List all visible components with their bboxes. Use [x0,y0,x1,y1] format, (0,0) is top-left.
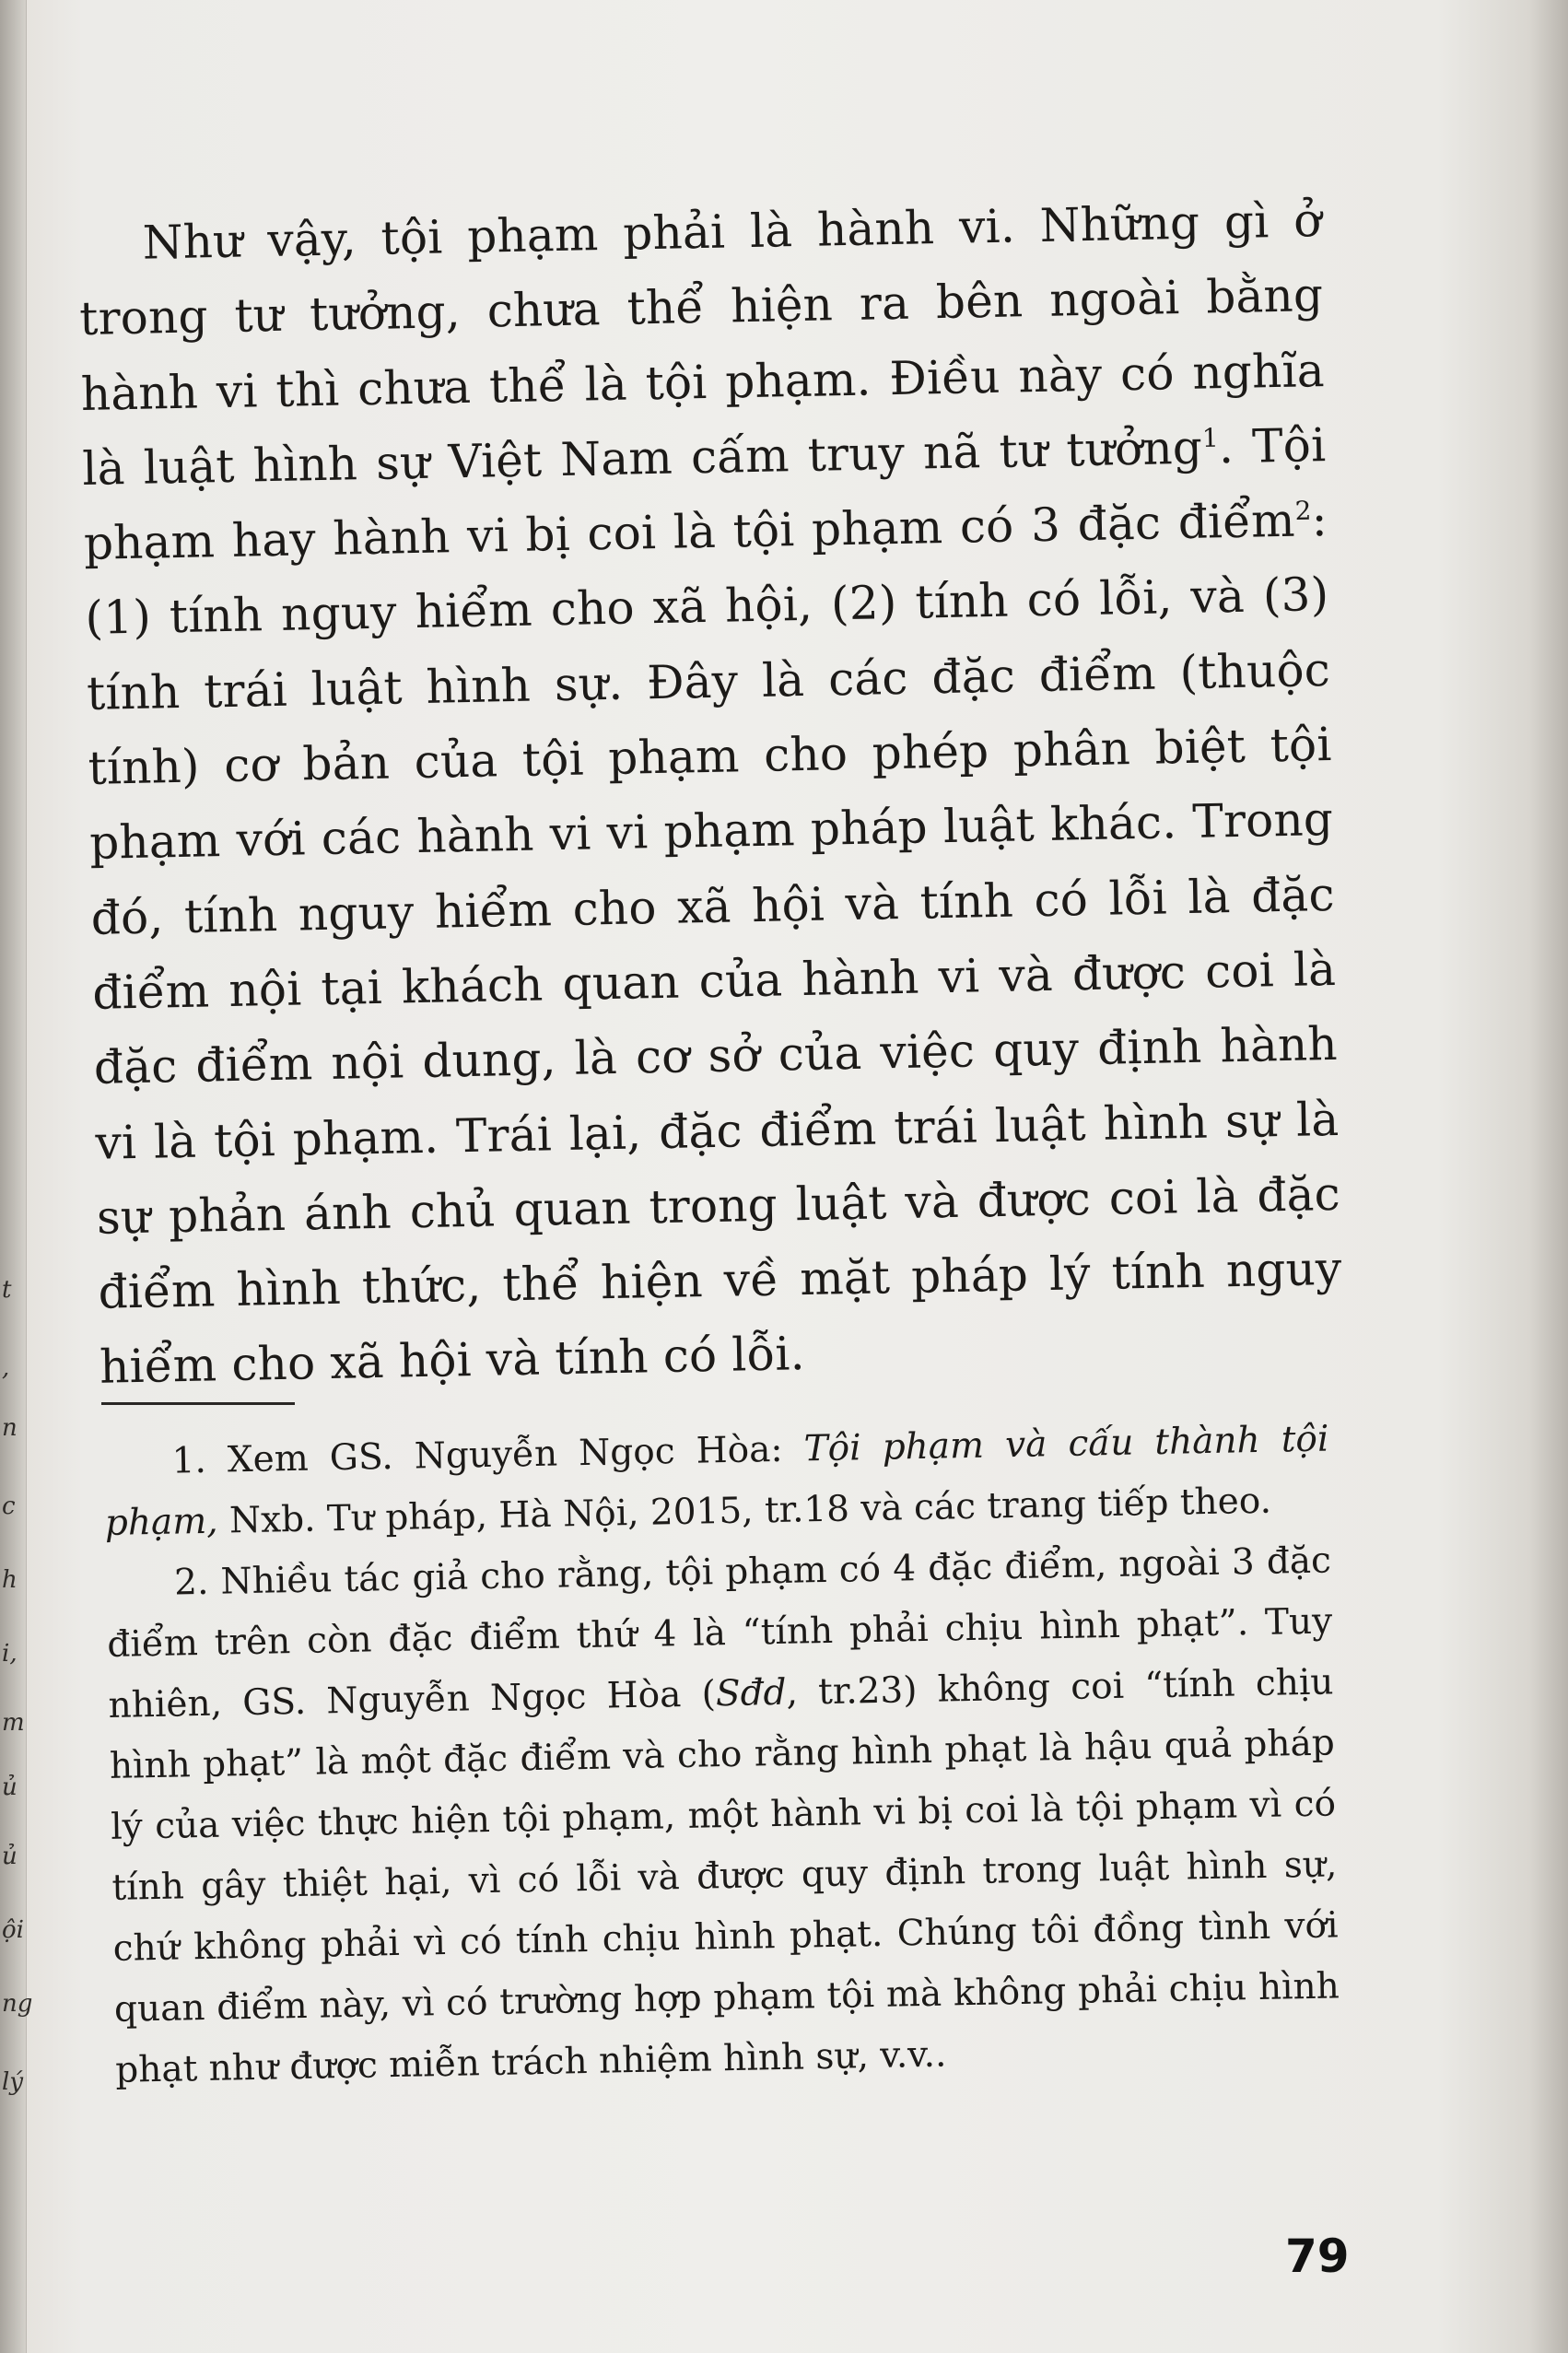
footnote-text: Nxb. Tư pháp, Hà Nội, 2015, tr.18 và các trang tiếp theo. [217,1480,1272,1542]
sdd-abbreviation: Sđd [715,1671,787,1715]
edge-fragment: i, [2,1640,18,1668]
edge-fragment: h [2,1566,18,1594]
footnote-text: , tr.23) không coi “tính chịu hình phạt” là một đặc điểm và cho rằng hình phạt là hậu quả pháp lý của việc thực hiện tội phạm, một hành vi bị coi là tội phạm vì có tính gây thiệt hại, vì có lỗi và được quy định trong luật hình sự, chứ không phải vì có tính chịu hình phạt. Chúng tôi đồng tình với quan điểm này, vì có trường hợp phạm tội mà không phải chịu hình phạt như được miễn trách nhiệm hình sự, v.v.. [109,1661,1340,2091]
edge-fragment: c [2,1493,16,1520]
edge-fragment: ủ [2,1843,18,1870]
edge-fragment: t [2,1276,12,1304]
footnotes [103,1409,1341,2101]
edge-fragment: lý [2,2068,24,2096]
footnote-text: 2. Nhiều tác giả cho rằng, tội phạm có 4 đặc điểm, ngoài 3 đặc điểm trên còn đặc điểm thứ 4 là “tính phải chịu hình phạt”. Tuy nhiên, GS. Nguyễn Ngọc Hòa ( [106,1539,1333,1727]
edge-fragment: ội [2,1916,24,1944]
footnote-1 [103,1409,1330,1554]
footnote-reference: 1 [1201,422,1220,453]
edge-fragment: n [2,1414,18,1442]
edge-fragment: ủ [2,1774,18,1801]
facing-page-edge [0,0,33,2353]
paragraph-text: : (1) tính nguy hiểm cho xã hội, (2) tính có lỗi, và (3) tính trái luật hình sự. Đây là các đặc điểm (thuộc tính) cơ bản của tội phạm cho phép phân biệt tội phạm với các hành vi vi phạm pháp luật khác. Trong đó, tính nguy hiểm cho xã hội và tính có lỗi là đặc điểm nội tại khách quan của hành vi và được coi là đặc điểm nội dung, là cơ sở của việc quy định hành vi là tội phạm. Trái lại, đặc điểm trái luật hình sự là sự phản ánh chủ quan trong luật và được coi là đặc điểm hình thức, thể hiện về mặt pháp lý tính nguy hiểm cho xã hội và tính có lỗi. [85,493,1342,1395]
paragraph [77,183,1344,1405]
paragraph-text: Như vậy, tội phạm phải là hành vi. Những gì ở trong tư tưởng, chưa thể hiện ra bên ngoài bằng hành vi thì chưa thể là tội phạm. Điều này có nghĩa là luật hình sự Việt Nam cấm truy nã tư tưởng [78,193,1326,496]
page-number: 79 [1285,2230,1350,2283]
edge-fragment: ng [2,1990,33,2018]
edge-fragment: m [2,1709,25,1737]
footnote-divider [101,1402,295,1405]
main-paragraph [77,183,1344,1405]
footnote-reference: 2 [1294,495,1312,527]
cited-book-title: Tội phạm và cấu thành tội phạm, [104,1418,1329,1544]
edge-fragment: , [2,1354,10,1382]
footnote-2 [106,1530,1341,2101]
footnote-text: 1. Xem GS. Nguyễn Ngọc Hòa: [171,1428,805,1482]
paragraph-text: . Tội phạm hay hành vi bị coi là tội phạm có 3 đặc điểm [83,417,1327,571]
